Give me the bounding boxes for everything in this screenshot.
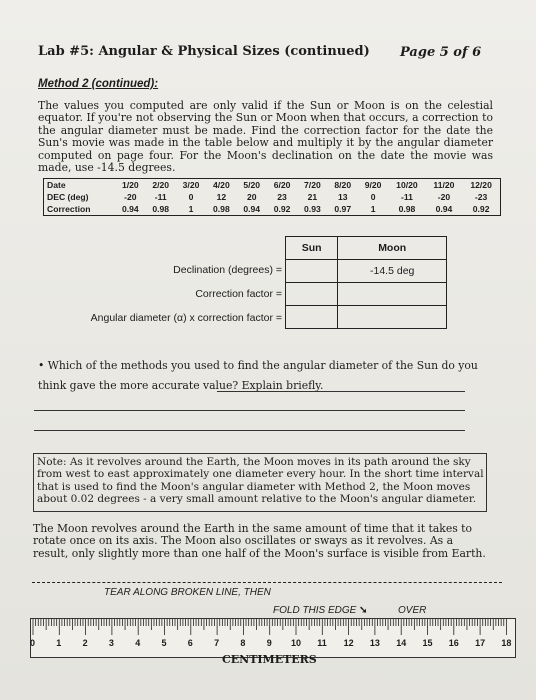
ruler-label: 11 (317, 638, 327, 648)
table-cell: 4/20 (213, 180, 230, 190)
table-row (44, 179, 501, 192)
table-cell: 0.97 (334, 204, 352, 214)
fold-text: FOLD THIS EDGE (273, 605, 357, 616)
table-cell: 2/20 (152, 180, 170, 190)
table-cell: 0.94 (243, 204, 261, 214)
table-cell: 6/20 (273, 180, 291, 190)
note-text: Note: As it revolves around the Earth, the Moon moves in its path around the sky from west to east approximately one diameter every hour. In the short time interval that is used to find the Moon's angular diameter with Method 2, the Moon moves about 0.02 degrees - a very small amount relative to the Moon's angular diameter. (37, 456, 484, 505)
table-cell: 8/20 (334, 180, 352, 190)
intro-paragraph: The values you computed are only valid if the Sun or Moon is on the celestial equator. If you're not observing the Sun or Moon when that occurs, a correction to the angular diameter must be made. Find the correction factor for the date the Sun's movie was made in the table below and multiply it by the angular diameter computed on page four. For the Moon's declination on the date the movie was made, use -14.5 degrees. (38, 99, 493, 175)
question-text: • Which of the methods you used to find the angular diameter of the Sun do you think gave the more accurate value? Explain briefly. (38, 359, 478, 392)
table-cell: -11 (154, 192, 167, 202)
tear-line (32, 582, 502, 583)
table-cell: 12 (216, 192, 227, 202)
moon-declination-cell[interactable]: -14.5 deg (338, 260, 447, 283)
ruler-label: 9 (266, 638, 272, 648)
table-cell: 23 (277, 192, 287, 202)
table-cell: 0.98 (213, 204, 230, 214)
table-cell: 0.98 (152, 204, 170, 214)
ruler-label: 15 (422, 638, 433, 648)
arrow-down-right-icon: ➘ (359, 605, 368, 616)
tear-instruction: TEAR ALONG BROKEN LINE, THEN (104, 587, 271, 598)
table-cell: 0.94 (435, 204, 453, 214)
table-cell: -23 (474, 192, 488, 202)
ruler-label: 3 (108, 638, 114, 648)
table-cell: 0.94 (121, 204, 139, 214)
ruler-ticks (31, 619, 515, 657)
table-cell: -20 (124, 192, 137, 202)
row-header: Correction (47, 204, 91, 214)
ruler-label: 5 (161, 638, 167, 648)
ruler-label: 14 (396, 638, 407, 648)
table-cell: 0.98 (398, 204, 416, 214)
ruler-label: 6 (187, 638, 193, 648)
row-header: DEC (deg) (47, 192, 89, 202)
row-header: Date (47, 180, 66, 190)
table-cell: -11 (400, 192, 413, 202)
table-cell: 11/20 (433, 180, 455, 190)
table-cell: 0 (188, 192, 194, 202)
moon-correction-cell[interactable] (338, 283, 447, 306)
correction-factor-label: Correction factor = (195, 288, 282, 300)
table-cell: -20 (437, 192, 451, 202)
table-row (44, 203, 501, 216)
ruler-label: 10 (291, 638, 302, 648)
table-cell: 13 (337, 192, 348, 202)
ruler-label: 7 (214, 638, 220, 648)
moon-paragraph: The Moon revolves around the Earth in the same amount of time that it takes to rotate once on its axis. The Moon also oscillates or sways as it revolves. As a result, only slightly more than one half of the Moon's surface is visible from Earth. (33, 522, 486, 560)
table-cell: 10/20 (396, 180, 418, 190)
sun-moon-table (285, 236, 447, 329)
table-cell: 0.93 (304, 204, 321, 214)
answer-line-1[interactable] (217, 391, 465, 392)
centimeter-ruler (30, 618, 516, 658)
sun-correction-cell[interactable] (286, 283, 338, 306)
ruler-label: 2 (82, 638, 88, 648)
table-cell: 12/20 (470, 180, 492, 190)
declination-label: Declination (degrees) = (173, 264, 282, 276)
ruler-label: 0 (30, 638, 36, 648)
answer-line-3[interactable] (34, 430, 465, 431)
table-cell: 1 (370, 204, 376, 214)
ruler-label: 1 (56, 638, 62, 648)
section-heading: Method 2 (continued): (38, 78, 159, 90)
table-cell: 21 (307, 192, 318, 202)
table-cell: 5/20 (243, 180, 261, 190)
table-cell: 20 (246, 192, 257, 202)
angular-diameter-label: Angular diameter (α) x correction factor = (90, 312, 282, 324)
ruler-label: 17 (475, 638, 486, 648)
sun-header: Sun (286, 237, 338, 260)
table-row (44, 191, 501, 203)
ruler-label: 16 (448, 638, 459, 648)
ruler-label: 18 (501, 638, 512, 648)
moon-header: Moon (338, 237, 447, 260)
answer-line-2[interactable] (34, 410, 465, 411)
table-cell: 0.92 (273, 204, 291, 214)
ruler-label: 13 (369, 638, 380, 648)
table-cell: 7/20 (304, 180, 321, 190)
page-title: Lab #5: Angular & Physical Sizes (continued) (38, 44, 370, 59)
ruler-label: 8 (240, 638, 246, 648)
declination-table (43, 178, 501, 216)
fold-instruction (273, 605, 368, 616)
table-cell: 1/20 (121, 180, 139, 190)
ruler-unit: CENTIMETERS (222, 653, 317, 666)
page-number: Page 5 of 6 (400, 45, 482, 60)
ruler-label: 12 (343, 638, 354, 648)
ruler-label: 4 (135, 638, 141, 648)
table-cell: 3/20 (182, 180, 200, 190)
table-cell: 9/20 (364, 180, 382, 190)
table-cell: 1 (188, 204, 194, 214)
table-cell: 0 (370, 192, 376, 202)
moon-angular-diameter-cell[interactable] (338, 306, 447, 329)
table-cell: 0.92 (472, 204, 490, 214)
sun-angular-diameter-cell[interactable] (286, 306, 338, 329)
sun-declination-cell[interactable] (286, 260, 338, 283)
over-instruction: OVER (398, 605, 427, 616)
